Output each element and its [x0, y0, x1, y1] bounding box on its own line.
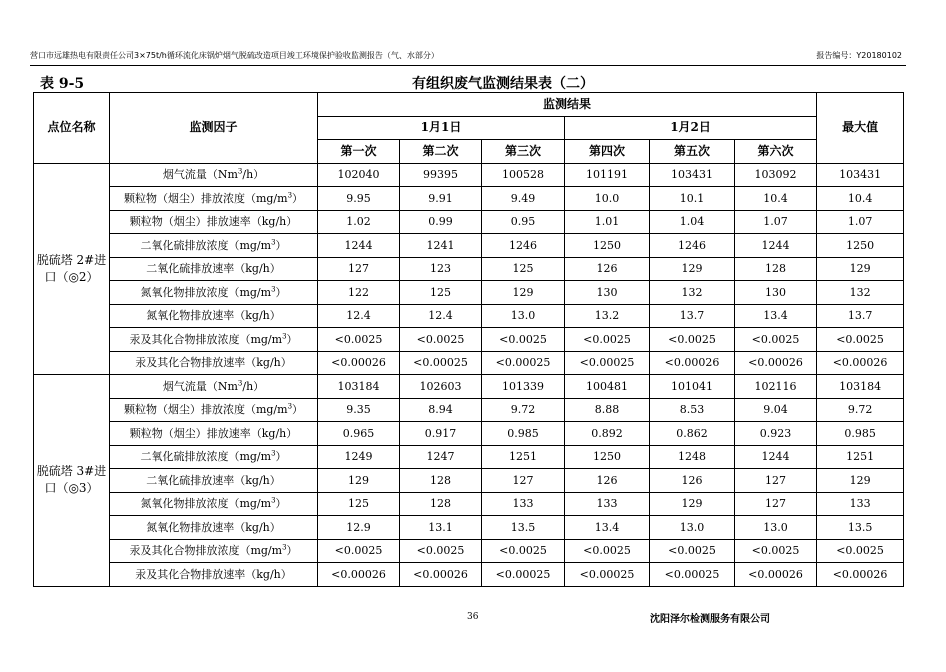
- value-cell: 13.2: [565, 304, 650, 328]
- value-cell: 130: [735, 281, 817, 305]
- factor-factor: 氮氧化物排放速率（kg/h）: [146, 520, 281, 534]
- value-cell: 1251: [482, 445, 565, 469]
- factor-cell: [110, 539, 318, 563]
- value-cell: 103431: [650, 163, 735, 187]
- table-row: [34, 563, 904, 587]
- value-cell: <0.0025: [318, 328, 400, 352]
- value-cell: <0.00025: [400, 351, 482, 375]
- value-cell: 1250: [565, 445, 650, 469]
- factor-cell: [110, 328, 318, 352]
- header-divider: [30, 65, 906, 66]
- value-cell: <0.00025: [650, 563, 735, 587]
- table-row: [34, 281, 904, 305]
- value-cell: 1241: [400, 234, 482, 258]
- value-cell: 102116: [735, 375, 817, 399]
- table-title: 有组织废气监测结果表（二）: [412, 76, 594, 92]
- factor-cell: [110, 163, 318, 187]
- value-cell: 9.91: [400, 187, 482, 211]
- max-value-cell: <0.00026: [817, 351, 904, 375]
- value-cell: 0.965: [318, 422, 400, 446]
- factor-tail: ）: [275, 450, 287, 464]
- max-value-cell: 13.5: [817, 516, 904, 540]
- value-cell: <0.0025: [318, 539, 400, 563]
- value-cell: <0.00026: [735, 563, 817, 587]
- col-header-factor: 监测因子: [110, 93, 318, 164]
- factor-factor: 汞及其化合物排放浓度（mg/m: [129, 332, 283, 346]
- max-value-cell: <0.0025: [817, 539, 904, 563]
- value-cell: 1247: [400, 445, 482, 469]
- value-cell: <0.0025: [400, 328, 482, 352]
- value-cell: 0.892: [565, 422, 650, 446]
- value-cell: 130: [565, 281, 650, 305]
- table-row: [34, 422, 904, 446]
- value-cell: <0.00026: [318, 563, 400, 587]
- factor-sup: 3: [271, 449, 276, 458]
- value-cell: 123: [400, 257, 482, 281]
- max-value-cell: 129: [817, 257, 904, 281]
- table-body: [34, 163, 904, 586]
- value-cell: 102040: [318, 163, 400, 187]
- factor-sup: 3: [271, 496, 276, 505]
- monitoring-results-table: [33, 92, 904, 587]
- factor-factor: 颗粒物（烟尘）排放浓度（mg/m: [123, 403, 288, 417]
- value-cell: 125: [318, 492, 400, 516]
- factor-factor: 汞及其化合物排放速率（kg/h）: [135, 567, 292, 581]
- point-name-cell: [34, 375, 110, 587]
- factor-tail: ）: [275, 238, 287, 252]
- max-value-cell: 13.7: [817, 304, 904, 328]
- factor-sup: 3: [237, 167, 243, 176]
- value-cell: 126: [565, 257, 650, 281]
- value-cell: 1.07: [735, 210, 817, 234]
- value-cell: 0.923: [735, 422, 817, 446]
- value-cell: 1244: [735, 234, 817, 258]
- value-cell: 10.1: [650, 187, 735, 211]
- value-cell: 103184: [318, 375, 400, 399]
- table-row: [34, 445, 904, 469]
- value-cell: 127: [735, 492, 817, 516]
- table-row: [34, 492, 904, 516]
- factor-tail: ）: [275, 497, 287, 511]
- table-row: [34, 469, 904, 493]
- factor-tail: ）: [286, 544, 298, 558]
- factor-factor: 二氧化硫排放浓度（mg/m: [140, 450, 272, 464]
- factor-sup: 3: [282, 332, 287, 341]
- value-cell: 101191: [565, 163, 650, 187]
- value-cell: 1246: [482, 234, 565, 258]
- table-row: [34, 210, 904, 234]
- max-value-cell: 132: [817, 281, 904, 305]
- value-cell: <0.0025: [482, 328, 565, 352]
- max-value-cell: 1250: [817, 234, 904, 258]
- factor-factor: 氮氧化物排放浓度（mg/m: [140, 285, 272, 299]
- table-row: [34, 351, 904, 375]
- factor-cell: [110, 445, 318, 469]
- value-cell: 101339: [482, 375, 565, 399]
- value-cell: 127: [482, 469, 565, 493]
- factor-cell: [110, 257, 318, 281]
- table-row: [34, 234, 904, 258]
- max-value-cell: <0.00026: [817, 563, 904, 587]
- value-cell: <0.0025: [565, 328, 650, 352]
- value-cell: 1248: [650, 445, 735, 469]
- value-cell: 0.917: [400, 422, 482, 446]
- factor-sup: 3: [282, 543, 287, 552]
- max-value-cell: 1.07: [817, 210, 904, 234]
- value-cell: 9.95: [318, 187, 400, 211]
- table-row: [34, 257, 904, 281]
- factor-cell: [110, 281, 318, 305]
- value-cell: 100528: [482, 163, 565, 187]
- col-header-point: 点位名称: [34, 93, 110, 164]
- factor-cell: [110, 398, 318, 422]
- max-value-cell: 103431: [817, 163, 904, 187]
- value-cell: 103092: [735, 163, 817, 187]
- factor-cell: [110, 563, 318, 587]
- value-cell: 13.0: [735, 516, 817, 540]
- factor-cell: [110, 304, 318, 328]
- factor-sup: 3: [287, 402, 293, 411]
- value-cell: 12.9: [318, 516, 400, 540]
- value-cell: <0.00026: [650, 351, 735, 375]
- point-name-line1: 脱硫塔 2#进: [36, 252, 107, 267]
- col-header-run-4: 第四次: [565, 140, 650, 164]
- max-value-cell: 0.985: [817, 422, 904, 446]
- factor-cell: [110, 375, 318, 399]
- value-cell: 129: [650, 257, 735, 281]
- value-cell: 128: [735, 257, 817, 281]
- factor-factor: 颗粒物（烟尘）排放浓度（mg/m: [123, 191, 288, 205]
- value-cell: 1246: [650, 234, 735, 258]
- max-value-cell: 133: [817, 492, 904, 516]
- value-cell: 129: [482, 281, 565, 305]
- max-value-cell: 129: [817, 469, 904, 493]
- value-cell: 12.4: [400, 304, 482, 328]
- value-cell: 128: [400, 492, 482, 516]
- value-cell: <0.00025: [565, 563, 650, 587]
- value-cell: 13.4: [735, 304, 817, 328]
- point-name-cell: [34, 163, 110, 375]
- value-cell: <0.0025: [482, 539, 565, 563]
- report-header-title: 营口市远雄热电有限责任公司3×75t/h循环流化床锅炉烟气脱硫改造项目竣工环境保护验收监测报告（气、水部分）: [30, 51, 439, 60]
- value-cell: 8.94: [400, 398, 482, 422]
- report-number: 报告编号：Y20180102: [816, 51, 902, 60]
- factor-factor: 颗粒物（烟尘）排放速率（kg/h）: [129, 426, 298, 440]
- value-cell: 1244: [318, 234, 400, 258]
- col-header-run-6: 第六次: [735, 140, 817, 164]
- value-cell: 10.0: [565, 187, 650, 211]
- value-cell: <0.0025: [735, 539, 817, 563]
- factor-factor: 烟气流量（Nm: [162, 168, 238, 182]
- value-cell: 1.02: [318, 210, 400, 234]
- value-cell: 101041: [650, 375, 735, 399]
- value-cell: 0.862: [650, 422, 735, 446]
- value-cell: <0.00025: [482, 563, 565, 587]
- col-header-max: 最大值: [817, 93, 904, 164]
- factor-factor: 汞及其化合物排放速率（kg/h）: [135, 356, 292, 370]
- factor-cell: [110, 187, 318, 211]
- value-cell: 125: [400, 281, 482, 305]
- table-row: [34, 304, 904, 328]
- value-cell: 129: [650, 492, 735, 516]
- page-number: 36: [467, 612, 479, 622]
- value-cell: 10.4: [735, 187, 817, 211]
- max-value-cell: 1251: [817, 445, 904, 469]
- value-cell: <0.00026: [400, 563, 482, 587]
- table-row: [34, 328, 904, 352]
- factor-sup: 3: [271, 238, 276, 247]
- value-cell: <0.0025: [400, 539, 482, 563]
- factor-factor: 二氧化硫排放浓度（mg/m: [140, 238, 272, 252]
- factor-factor: 颗粒物（烟尘）排放速率（kg/h）: [129, 215, 298, 229]
- value-cell: 1244: [735, 445, 817, 469]
- value-cell: 127: [318, 257, 400, 281]
- value-cell: <0.00025: [565, 351, 650, 375]
- factor-sup: 3: [271, 285, 276, 294]
- value-cell: <0.00025: [482, 351, 565, 375]
- value-cell: <0.00026: [318, 351, 400, 375]
- value-cell: 9.49: [482, 187, 565, 211]
- value-cell: 133: [565, 492, 650, 516]
- factor-tail: /h）: [242, 379, 265, 393]
- col-header-result: 监测结果: [318, 93, 817, 117]
- value-cell: 126: [565, 469, 650, 493]
- factor-factor: 烟气流量（Nm: [162, 379, 238, 393]
- factor-tail: ）: [292, 403, 304, 417]
- point-name-line2: 口（◎2）: [44, 269, 99, 284]
- col-header-date-2: 1月2日: [565, 116, 817, 140]
- value-cell: 13.7: [650, 304, 735, 328]
- value-cell: 127: [735, 469, 817, 493]
- value-cell: <0.0025: [650, 539, 735, 563]
- factor-factor: 氮氧化物排放速率（kg/h）: [146, 309, 281, 323]
- value-cell: <0.0025: [650, 328, 735, 352]
- value-cell: 13.1: [400, 516, 482, 540]
- value-cell: 0.99: [400, 210, 482, 234]
- factor-factor: 汞及其化合物排放浓度（mg/m: [129, 544, 283, 558]
- value-cell: <0.0025: [565, 539, 650, 563]
- value-cell: 9.04: [735, 398, 817, 422]
- factor-sup: 3: [287, 191, 293, 200]
- value-cell: 132: [650, 281, 735, 305]
- table-number: 表 9-5: [40, 76, 85, 92]
- factor-tail: ）: [286, 332, 298, 346]
- factor-cell: [110, 351, 318, 375]
- value-cell: 9.35: [318, 398, 400, 422]
- factor-factor: 二氧化硫排放速率（kg/h）: [146, 262, 281, 276]
- value-cell: <0.00026: [735, 351, 817, 375]
- table-row: [34, 187, 904, 211]
- col-header-run-1: 第一次: [318, 140, 400, 164]
- col-header-date-1: 1月1日: [318, 116, 565, 140]
- col-header-run-2: 第二次: [400, 140, 482, 164]
- value-cell: 1.04: [650, 210, 735, 234]
- value-cell: 99395: [400, 163, 482, 187]
- max-value-cell: 103184: [817, 375, 904, 399]
- value-cell: 102603: [400, 375, 482, 399]
- value-cell: 9.72: [482, 398, 565, 422]
- value-cell: 0.95: [482, 210, 565, 234]
- value-cell: 1249: [318, 445, 400, 469]
- value-cell: 13.5: [482, 516, 565, 540]
- col-header-run-3: 第三次: [482, 140, 565, 164]
- value-cell: 8.88: [565, 398, 650, 422]
- value-cell: 100481: [565, 375, 650, 399]
- value-cell: 8.53: [650, 398, 735, 422]
- factor-cell: [110, 492, 318, 516]
- value-cell: 13.0: [650, 516, 735, 540]
- value-cell: 1250: [565, 234, 650, 258]
- value-cell: 129: [318, 469, 400, 493]
- value-cell: 0.985: [482, 422, 565, 446]
- table-row: [34, 539, 904, 563]
- value-cell: 128: [400, 469, 482, 493]
- factor-cell: [110, 469, 318, 493]
- company-name: 沈阳泽尔检测服务有限公司: [650, 614, 770, 625]
- col-header-run-5: 第五次: [650, 140, 735, 164]
- value-cell: 12.4: [318, 304, 400, 328]
- value-cell: 1.01: [565, 210, 650, 234]
- factor-cell: [110, 234, 318, 258]
- value-cell: 13.4: [565, 516, 650, 540]
- point-name-line1: 脱硫塔 3#进: [36, 464, 107, 479]
- factor-cell: [110, 422, 318, 446]
- factor-cell: [110, 210, 318, 234]
- value-cell: <0.0025: [735, 328, 817, 352]
- table-row: [34, 375, 904, 399]
- value-cell: 13.0: [482, 304, 565, 328]
- value-cell: 133: [482, 492, 565, 516]
- factor-factor: 氮氧化物排放浓度（mg/m: [140, 497, 272, 511]
- factor-tail: ）: [292, 191, 304, 205]
- table-row: [34, 163, 904, 187]
- factor-cell: [110, 516, 318, 540]
- table-row: [34, 516, 904, 540]
- factor-tail: ）: [275, 285, 287, 299]
- max-value-cell: 10.4: [817, 187, 904, 211]
- factor-tail: /h）: [242, 168, 265, 182]
- max-value-cell: <0.0025: [817, 328, 904, 352]
- value-cell: 125: [482, 257, 565, 281]
- table-row: [34, 398, 904, 422]
- point-name-line2: 口（◎3）: [44, 481, 99, 496]
- value-cell: 122: [318, 281, 400, 305]
- max-value-cell: 9.72: [817, 398, 904, 422]
- value-cell: 126: [650, 469, 735, 493]
- factor-sup: 3: [237, 379, 243, 388]
- factor-factor: 二氧化硫排放速率（kg/h）: [146, 473, 281, 487]
